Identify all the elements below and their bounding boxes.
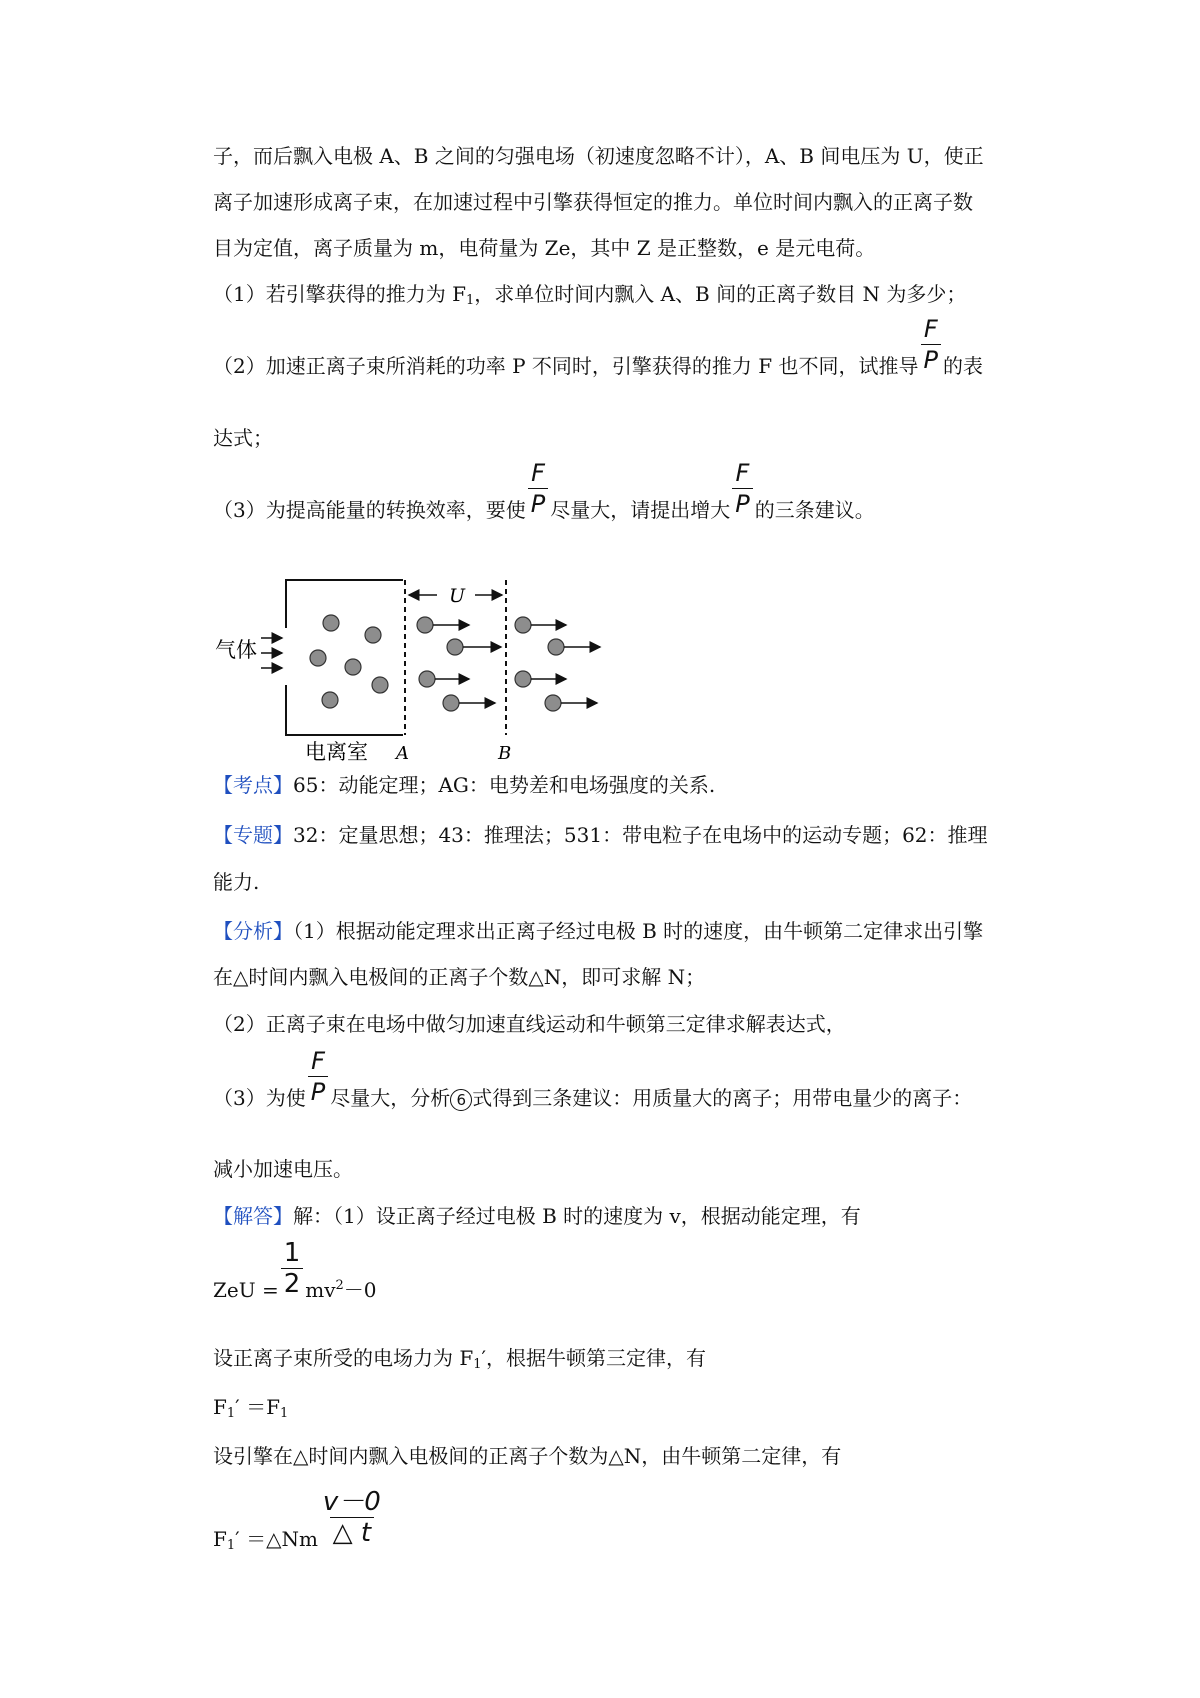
chamber-ions [310,615,388,708]
question-1 [213,280,966,315]
force-tail: ′，根据牛顿第三定律，有 [481,1346,707,1370]
fenxi-line-1 [213,917,983,945]
q3-prefix: （3）为提高能量的转换效率，要使 [213,498,526,522]
intro-line-3: 目为定值，离子质量为 m，电荷量为 Ze，其中 Z 是正整数，e 是元电荷。 [213,236,876,260]
zhuanti-text: 32：定量思想；43：推理法；531：带电粒子在电场中的运动专题；62：推理 [293,823,988,847]
fraction-f-over-p: $\frac{F}{P}$ [528,458,548,519]
fenxi-4-mid: 尽量大，分析 [330,1086,451,1110]
ion-thruster-diagram [213,575,633,765]
plate-b-label: B [498,743,512,764]
voltage-label: U [449,585,466,607]
ejected-ions [515,617,600,711]
fraction-velocity-over-time: $\frac{v-0}{\triangle t}$ [322,1487,381,1548]
q1-prefix: （1）若引擎获得的推力为 F [213,282,466,306]
equation-2: $F_1' =F_1$ [213,1395,289,1421]
fenxi-line-5: 减小加速电压。 [213,1157,353,1181]
equation-3: $F_1'$ ＝△Nm $\frac{v-0}{\triangle t}$ [213,1525,386,1560]
eq1-mv: mv [305,1278,336,1302]
eq1-left: ZeU = [213,1278,279,1302]
q1-suffix: ，求单位时间内飘入 A、B 间的正离子数目 N 为多少； [474,282,967,306]
chamber-wall-bottom [286,685,403,735]
question-2 [213,315,983,380]
gas-label: 气体 [215,638,257,662]
fraction-one-half: $\frac{1}{2}$ [281,1238,304,1299]
question-2-cont: 达式； [213,426,273,450]
q1-sub: 1 [465,293,475,308]
eq1-right: －0 [343,1278,377,1302]
force-text: 设正离子束所受的电场力为 F [213,1346,474,1370]
fraction-f-over-p: $\frac{F}{P}$ [732,458,752,519]
fraction-f-over-p: $\frac{F}{P}$ [308,1046,328,1107]
eq1-sup: 2 [335,1278,344,1293]
fraction-f-over-p: $\frac{F}{P}$ [921,314,941,375]
fenxi-4-prefix: （3）为使 [213,1086,306,1110]
kaodian-text: 65：动能定理；AG：电势差和电场强度的关系. [293,773,716,797]
kaodian-line [213,771,715,799]
q2-suffix: 的表 [942,354,983,378]
diagram-svg [213,575,633,765]
fenxi-4-suffix: 式得到三条建议：用质量大的离子；用带电量少的离子： [472,1086,973,1110]
q3-suffix: 的三条建议。 [754,498,875,522]
engine-line: 设引擎在△时间内飘入电极间的正离子个数为△N，由牛顿第二定律，有 [213,1444,842,1468]
q3-mid: 尽量大，请提出增大 [550,498,731,522]
jieda-text: 解：（1）设正离子经过电极 B 时的速度为 v，根据动能定理，有 [293,1204,861,1228]
zhuanti-tag: 【专题】 [213,823,293,847]
intro-line-1: 子，而后飘入电极 A、B 之间的匀强电场（初速度忽略不计），A、B 间电压为 U，使正 [213,144,984,168]
accelerating-ions [417,617,501,711]
kaodian-tag: 【考点】 [213,773,293,797]
fenxi-tag: 【分析】 [213,919,293,943]
intro-line-2: 离子加速形成离子束，在加速过程中引擎获得恒定的推力。单位时间内飘入的正离子数 [213,190,973,214]
chamber-label: 电离室 [305,740,368,764]
question-3 [213,459,875,524]
force-line: 设正离子束所受的电场力为 $F_1'$，根据牛顿第三定律，有 [213,1346,707,1372]
fenxi-line-2: 在△时间内飘入电极间的正离子个数△N，即可求解 N； [213,965,706,989]
jieda-line [213,1202,861,1230]
circled-number-6: 6 [450,1089,472,1111]
jieda-tag: 【解答】 [213,1204,293,1228]
chamber-wall-top [286,580,403,628]
plate-a-label: A [396,743,409,764]
fenxi-line-4 [213,1047,973,1112]
equation-1 [213,1238,377,1304]
q2-prefix: （2）加速正离子束所消耗的功率 P 不同时，引擎获得的推力 F 也不同，试推导 [213,354,919,378]
zhuanti-line [213,821,988,849]
zhuanti-cont: 能力. [213,870,260,894]
fenxi-line-3: （2）正离子束在电场中做匀加速直线运动和牛顿第三定律求解表达式， [213,1012,846,1036]
fenxi-text-1: （1）根据动能定理求出正离子经过电极 B 时的速度，由牛顿第二定律求出引擎 [293,919,984,943]
